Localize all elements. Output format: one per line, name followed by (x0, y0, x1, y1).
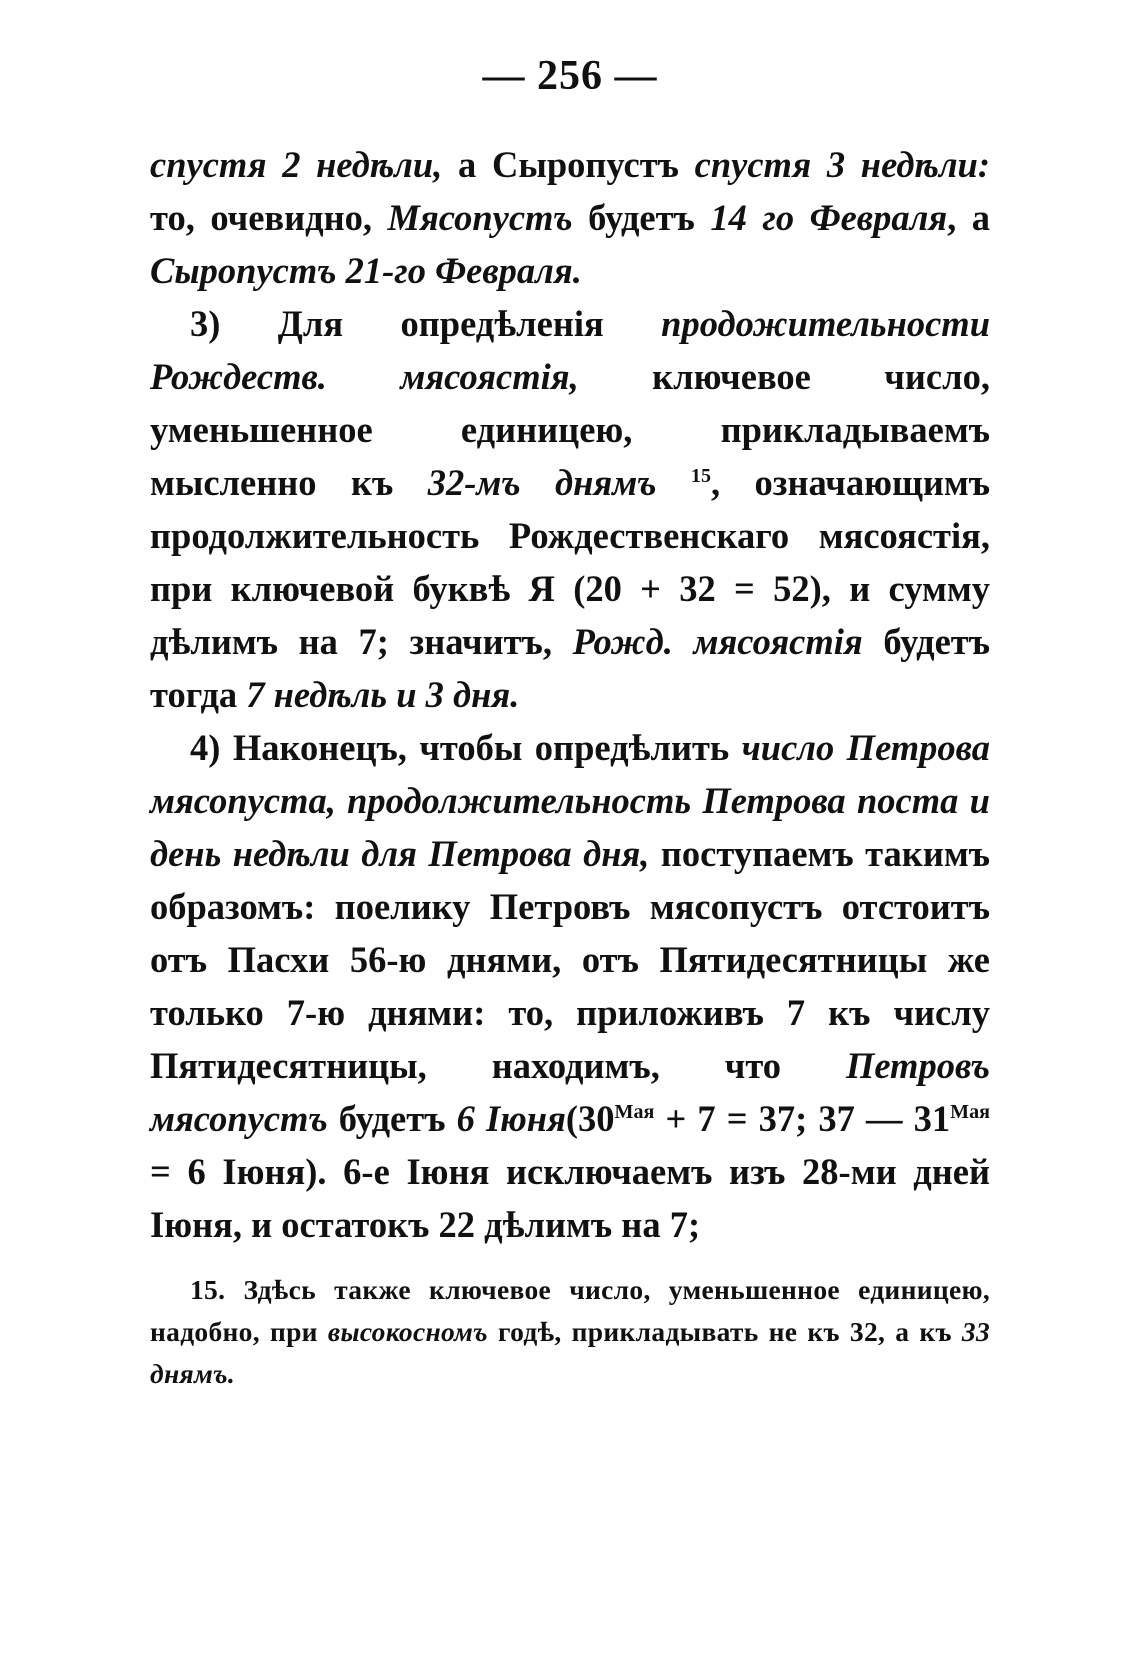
page-number: — 256 — (482, 53, 658, 99)
italic-text: Рожд. мясоястія (572, 621, 863, 662)
body-text (150, 138, 990, 1251)
text-span: 15. Здѣсь также ключевое число, уменьшенное единицею, надобно, при (150, 1274, 990, 1347)
text-span: 4) Наконецъ, чтобы опредѣлить (190, 727, 742, 768)
italic-text: Сыропустъ 21-го Февраля. (150, 250, 582, 291)
text-span: то, очевидно, (150, 197, 388, 238)
text-span: (30 (565, 1098, 615, 1139)
italic-text: спустя 2 недѣли, (150, 144, 443, 185)
italic-text: спустя 3 недѣли: (694, 144, 990, 185)
text-span: ключевое число, уменьшенное единицею, прикладываемъ мысленно къ (150, 356, 990, 503)
italic-text: число Петрова мясопуста, продолжительность Петрова поста и день недѣли для Петрова дня, (150, 727, 990, 874)
text-span (656, 462, 690, 503)
text-span: поступаемъ такимъ образомъ: поелику Петровъ мясопустъ отстоитъ отъ Пасхи 56-ю днями, отъ Пятидесятницы же только 7-ю днями: то, приложивъ 7 къ числу Пятидесятницы, находимъ, что (150, 833, 990, 1086)
italic-text: 33 днямъ. (150, 1316, 991, 1389)
italic-text: Мясопустъ (387, 197, 573, 238)
paragraph-1 (150, 138, 990, 297)
paragraph-2 (150, 297, 990, 721)
text-span: + 7 = 37; 37 — 31 (654, 1098, 951, 1139)
italic-text: Петровъ мясопустъ (150, 1045, 990, 1139)
superscript: Мая (614, 1100, 655, 1123)
italic-text: 7 недѣль и 3 дня. (246, 674, 520, 715)
italic-text: 32-мъ днямъ (427, 462, 657, 503)
text-span: а Сыропустъ (442, 144, 695, 185)
text-span: годѣ, прикладывать не къ 32, а къ (487, 1316, 962, 1347)
footnote-15 (150, 1269, 990, 1395)
superscript: Мая (950, 1100, 990, 1123)
text-span: будетъ (572, 197, 711, 238)
text-span: , а (947, 197, 991, 238)
italic-text: 6 Іюня (456, 1098, 566, 1139)
footnotes (150, 1269, 990, 1395)
italic-text: продожительности Рождеств. мясоястія, (150, 303, 990, 397)
text-span: = 6 Іюня). 6-е Іюня исключаемъ изъ 28-ми дней Іюня, и остатокъ 22 дѣлимъ на 7; (150, 1151, 990, 1245)
text-span: будетъ (327, 1098, 457, 1139)
text-span: будетъ тогда (150, 621, 990, 715)
italic-text: 14 го Февраля (710, 197, 948, 238)
italic-text: высокосномъ (327, 1316, 488, 1347)
text-span: 3) Для опредѣленія (190, 303, 662, 344)
text-span: , означающимъ продолжительность Рождественскаго мясоястія, при ключевой буквѣ Я (20 + 32 = 52), и сумму дѣлимъ на 7; значитъ, (150, 462, 990, 662)
paragraph-3 (150, 721, 990, 1251)
superscript: 15 (690, 464, 711, 487)
